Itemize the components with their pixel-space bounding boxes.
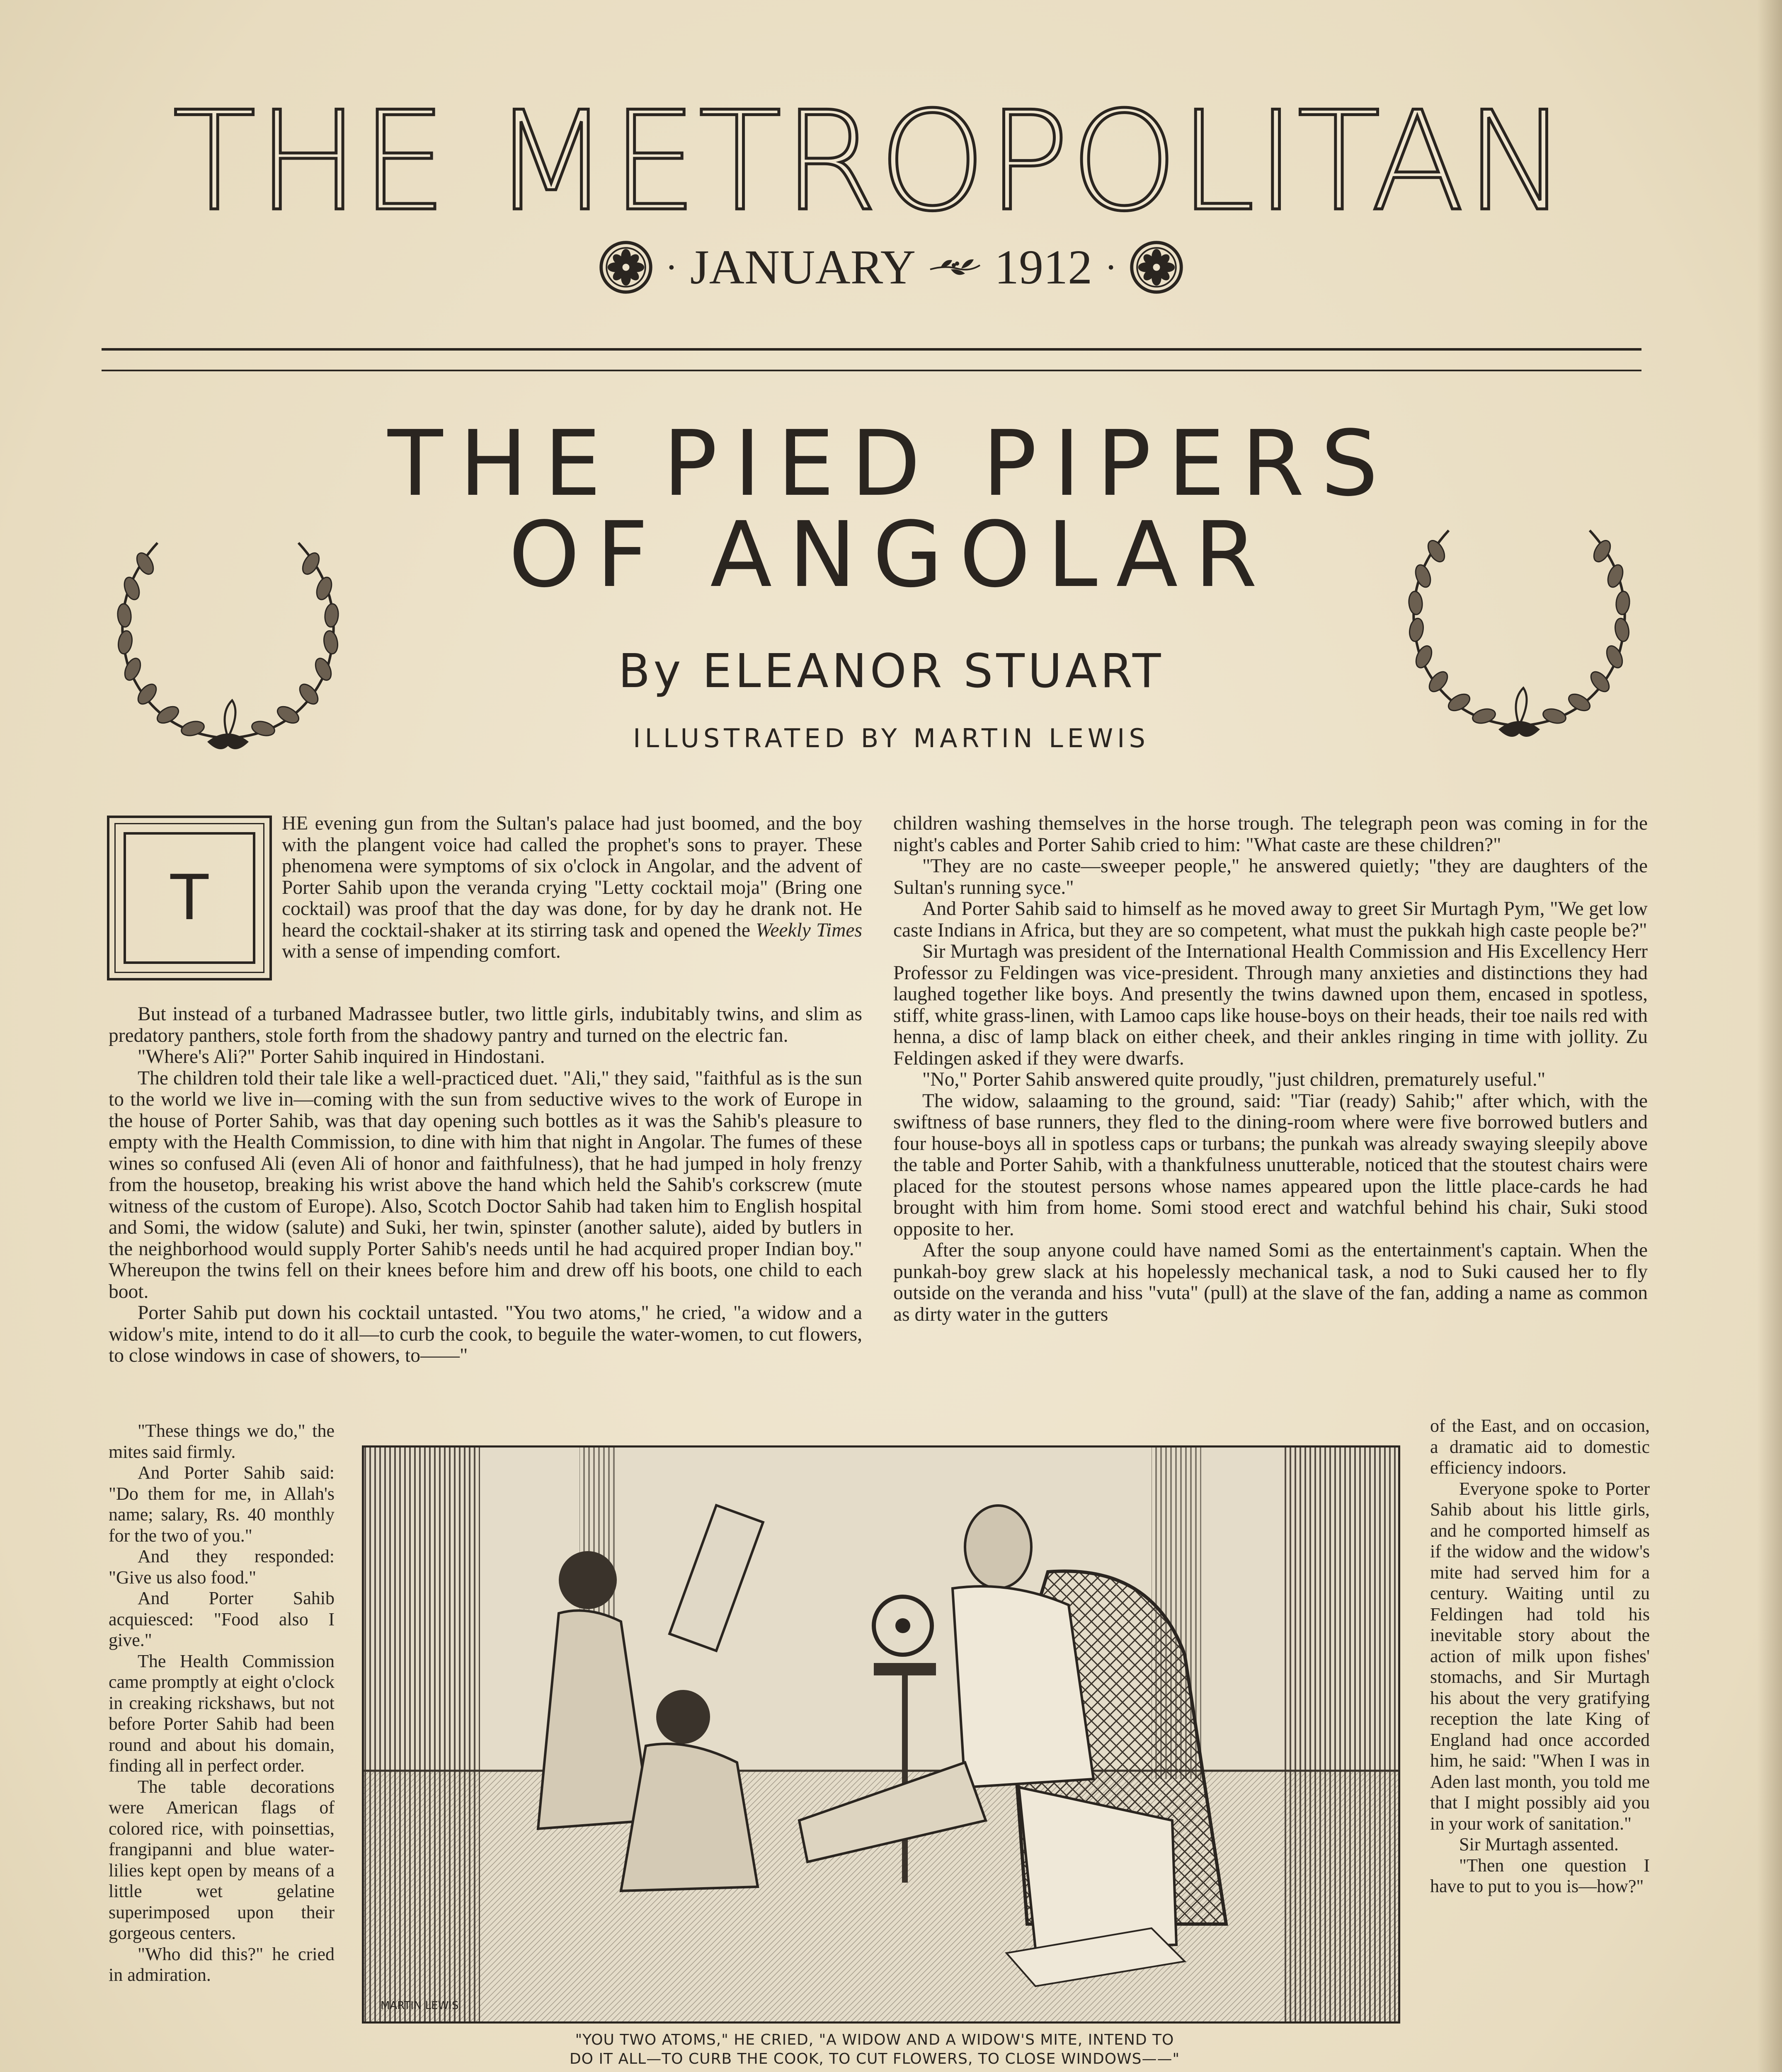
rosette-right-icon (1130, 240, 1183, 294)
paragraph: And Porter Sahib acquiesced: "Food also I give." (109, 1588, 335, 1650)
paragraph: Sir Murtagh assented. (1459, 1834, 1619, 1854)
paragraph: Everyone spoke to Porter Sahib about his little girls, and he comported himself as if the widow and the widow's mite had served him for a century. Waiting until zu Feldingen had told his inevitable story about the action of milk upon fishes' stomachs, and Sir Murtagh his about the very gratifying reception the late King of England had once accorded him, he said: "When I was in Aden last month, you told me that I might possibly aid you in your work of sanitation." (1430, 1478, 1650, 1834)
illustration-caption (481, 2031, 1268, 2069)
paragraph: And Porter Sahib said to himself as he moved away to greet Sir Murtagh Pym, "We get low caste Indians in Africa, but they are so competent, what must the pukkah high caste people be?" (893, 898, 1648, 941)
paragraph: "Then one question I have to put to you is—how?" (1430, 1855, 1650, 1896)
paragraph: After the soup anyone could have named Somi as the entertainment's captain. When the punkah-boy grew slack at his hopelessly mechanical task, a nod to Suki caused her to fly outside on the veranda and hiss "vuta" (pull) at the slave of the fan, adding a name as common as dirty water in the gutters (893, 1239, 1648, 1325)
paragraph: The children told their tale like a well-practiced duet. "Ali," they said, "faithful as is the sun to the world we live in—coming with the sun from seductive wives to the work of Europe in the house of Porter Sahib, was that day opening such bottles as it was the Sahib's pleasure to empty with the Health Commission, to dine with him that night in Angolar. The fumes of these wines so confused Ali (even Ali of honor and faithfulness), that he had jumped in holy frenzy from the housetop, breaking his wrist above the hand which held the Sahib's corkscrew (mute witness of the custom of Europe). Also, Scotch Doctor Sahib had taken him to English hospital and Somi, the widow (salute) and Suki, her twin, spinster (another salute), aided by butlers in the neighborhood would supply Porter Sahib's needs until he had acquired proper Indian boy." Whereupon the twins fell on their knees before him and drew off his boots, one child to each boot. (109, 1067, 862, 1302)
paragraph: But instead of a turbaned Madrassee butler, two little girls, indubitably twins, and slim as predatory panthers, stole forth from the shadowy pantry and turned on the electric fan. (109, 1003, 862, 1046)
paragraph: children washing themselves in the horse trough. The telegraph peon was coming in for the night's cables and Porter Sahib cried to him: "What caste are these children?" (893, 813, 1648, 856)
holly-sprig-icon (928, 253, 982, 282)
masthead-rule-top (102, 348, 1641, 351)
column-2-upper (893, 813, 1648, 1325)
paragraph: Porter Sahib put down his cocktail untasted. "You two atoms," he cried, "a widow and a widow's mite, intend to do it all—to curb the cook, to beguile the water-women, to cut flowers, to close windows in case of showers, to——" (109, 1302, 862, 1366)
paragraph: "Where's Ali?" Porter Sahib inquired in Hindostani. (138, 1046, 545, 1067)
laurel-wreath-right-icon (1387, 518, 1652, 750)
dot-separator: · (665, 247, 678, 288)
paragraph: "Who did this?" he cried in admiration. (109, 1944, 335, 1985)
paragraph: The Health Commission came promptly at eight o'clock in creaking rickshaws, but not before Porter Sahib had been round and about his domain, finding all in perfect order. (109, 1651, 335, 1776)
dateline (539, 232, 1244, 303)
masthead-title: THE METROPOLITAN (172, 82, 1569, 241)
caption-line-1: "YOU TWO ATOMS," HE CRIED, "A WIDOW AND A WIDOW'S MITE, INTEND TO (575, 2031, 1174, 2048)
paragraph: Sir Murtagh was president of the International Health Commission and His Excellency Herr Professor zu Feldingen was vice-president. Through many anxieties and distinctions they had laughed together like boys. And presently the twins dawned upon them, encased in spotless, stiff, white grass-linen, with Lamoo caps like house-boys on their heads, their toe nails red with henna, a disc of lamp black on either cheek, and their ankles ringing in time with jollity. Zu Feldingen asked if they were dwarfs. (893, 941, 1648, 1069)
paragraph: of the East, and on occasion, a dramatic aid to domestic efficiency indoors. (1430, 1416, 1650, 1478)
paragraph: And they responded: "Give us also food." (109, 1546, 335, 1588)
artist-signature: MARTIN LEWIS (381, 1999, 459, 2012)
illustrator-credit: ILLUSTRATED BY MARTIN LEWIS (633, 723, 1149, 753)
drop-cap-frame (107, 816, 272, 980)
rosette-left-icon (599, 240, 653, 294)
column-1-upper (109, 1004, 862, 1367)
paragraph: The table decorations were American flags of colored rice, with poinsettias, frangipanni and blue water-lilies kept open by means of a little wet gelatine superimposed upon their gorgeous centers. (109, 1776, 335, 1943)
byline: By ELEANOR STUART (618, 644, 1164, 698)
paragraph: "These things we do," the mites said firmly. (109, 1421, 335, 1462)
binding-gutter (1757, 0, 1782, 2072)
periodical-title: Weekly Times (756, 919, 862, 941)
column-1-narrow (109, 1421, 335, 1986)
paragraph: And Porter Sahib said: "Do them for me, in Allah's name; salary, Rs. 40 monthly for the two of you." (109, 1462, 335, 1546)
issue-year: 1912 (994, 240, 1093, 294)
paragraph: The widow, salaaming to the ground, said: "Tiar (ready) Sahib;" after which, with the swiftness of base runners, they fled to the dining-room where were five borrowed butlers and four house-boys all in spotless caps or turbans; the punkah was already swaying sleepily above the table and Porter Sahib, with a thankfulness unutterable, noticed that the stoutest chairs were placed for the stoutest persons whose names appeared upon the little place-cards he had brought with him from home. Somi stood erect and watchful behind his chair, Suki stood opposite to her. (893, 1090, 1648, 1240)
dot-separator: · (1105, 247, 1118, 288)
article-illustration (362, 1445, 1400, 2024)
drop-cap-letter: T (170, 862, 209, 934)
issue-month: JANUARY (690, 240, 916, 294)
article-title-line-2: OF ANGOLAR (508, 503, 1274, 608)
opening-paragraph: HE evening gun from the Sultan's palace had just boomed, and the boy with the plangent voice had called the prophet's sons to prayer. These phenomena were symptoms of six o'clock in Angolar, and the advent of Porter Sahib upon the veranda crying "Letty cocktail moja" (Bring one cocktail) was proof that the day was done, for by day he drank not. He heard the cocktail-shaker at its stirring task and opened the Weekly Times with a sense of impending comfort. (282, 813, 862, 962)
etching-scene (364, 1447, 1398, 2021)
paragraph: "No," Porter Sahib answered quite proudly, "just children, prematurely useful." (922, 1069, 1546, 1090)
masthead-rule-bottom (102, 370, 1641, 371)
column-2-narrow (1430, 1416, 1650, 1897)
article-title-line-1: THE PIED PIPERS (388, 411, 1395, 516)
paragraph: "They are no caste—sweeper people," he answered quietly; "they are daughters of the Sultan's running syce." (893, 855, 1648, 898)
laurel-wreath-left-icon (95, 530, 361, 762)
caption-line-2: DO IT ALL—TO CURB THE COOK, TO CUT FLOWERS, TO CLOSE WINDOWS——" (569, 2050, 1180, 2067)
